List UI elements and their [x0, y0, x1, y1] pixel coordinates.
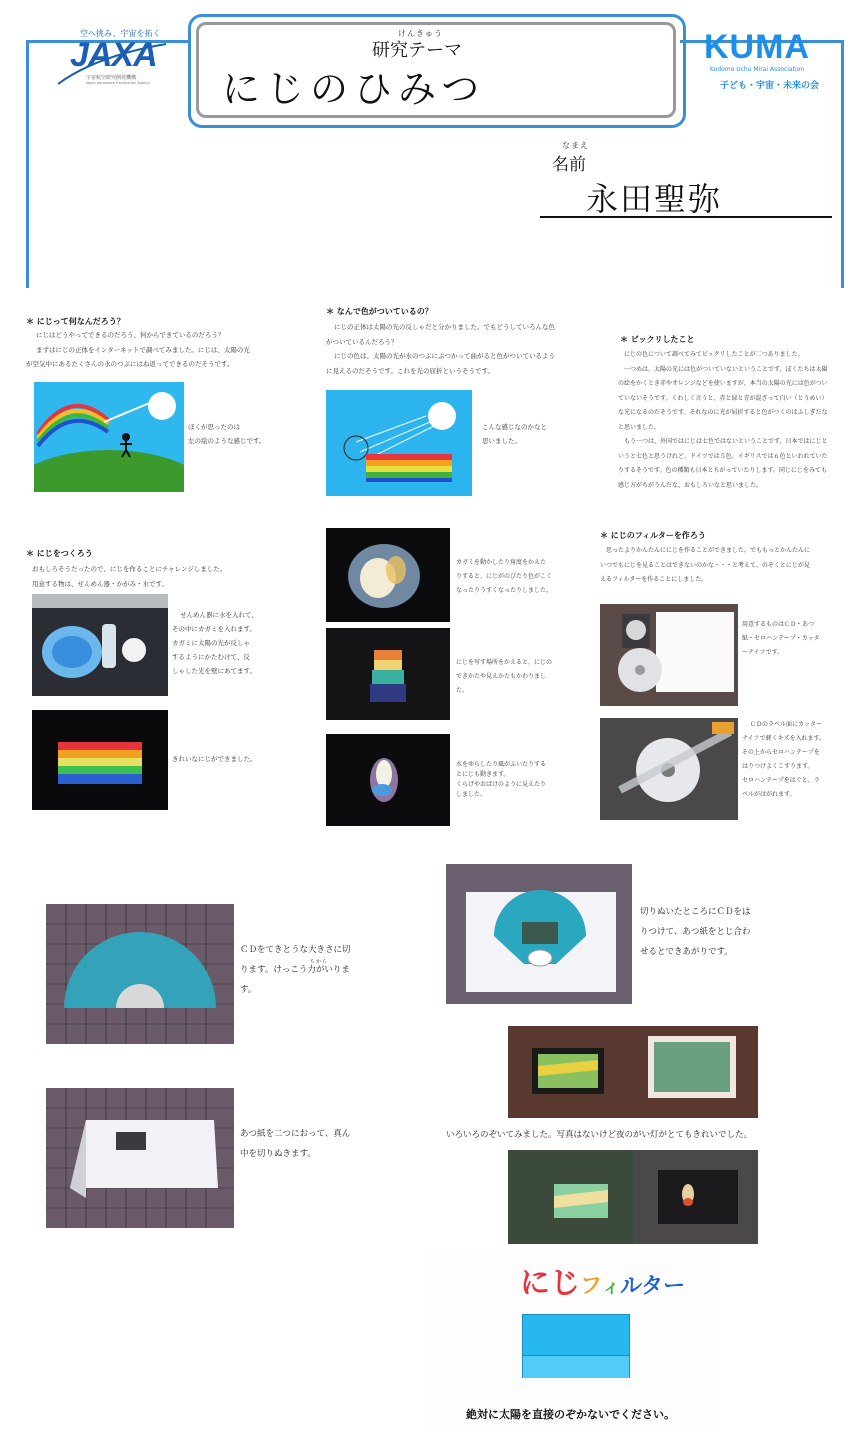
- caption-cd-ruby: ちから: [310, 959, 329, 965]
- filter-title-char: ー: [663, 1273, 686, 1299]
- filter-title-char: じ: [550, 1266, 580, 1301]
- jaxa-wordmark: JAXA: [70, 36, 157, 74]
- col2-caption-1: こんな感じなのかなと 思いました。: [482, 423, 547, 445]
- view-photo-1: [508, 1026, 758, 1118]
- view-photo-2: [508, 1150, 758, 1244]
- col2-caption-c: 水をゆらしたり風がふいたりする とにじも動きます。 くらげやおばけのように見えたり しました。: [456, 761, 547, 798]
- filter-title: [520, 1258, 685, 1302]
- jaxa-tagline: 空へ挑み、宇宙を拓く: [80, 29, 161, 38]
- name-ruby: なまえ: [562, 141, 589, 150]
- col2-text-1: にじの正体は太陽の光の反しゃだと分かりました。でもどうしていろんな色 がついているんだろう？ にじの色は、太陽の光が水のつぶにぶつかって曲がると色がついているよう に見えるのだそうです。これを光の屈折というそうです。: [326, 323, 555, 375]
- filter-title-char: タ: [641, 1273, 664, 1299]
- filter-title-char: ィ: [602, 1277, 621, 1298]
- kuma-sub: Kodomo Uchu Mirai Association: [710, 66, 805, 73]
- rainbow-photo-c: [326, 734, 450, 826]
- cd-cutting-photo: [600, 718, 738, 820]
- header-frame-right: [841, 40, 844, 288]
- name-label: 名前: [552, 155, 586, 175]
- filter-object-fold: [523, 1355, 629, 1378]
- cd-cut-photo: [46, 904, 234, 1044]
- folded-paper-photo: [46, 1088, 234, 1228]
- col1-heading-1: ＊ にじって何なんだろう？: [26, 317, 125, 326]
- col2-caption-a: カガミを動かしたり角度をかえた りすると、にじがのびたり色がこく なったりうすくなったりしました。: [456, 559, 553, 594]
- col3-heading-2: ＊ にじのフィルターを作ろう: [600, 531, 706, 540]
- caption-view: いろいろのぞいてみました。写真はないけど夜のがい灯がとてもきれいでした。: [446, 1130, 753, 1140]
- filter-title-char: ル: [620, 1273, 642, 1299]
- theme-ruby: けんきゅう: [398, 29, 443, 38]
- theme-label: 研究テーマ: [372, 40, 462, 61]
- col1-caption-2: せんめん器に水を入れて、 その中にカガミを入れます。 カガミに太陽の光が反しゃ するようにかたむけて、反 しゃした光を壁にあてます。: [172, 611, 258, 675]
- jaxa-org-en: Japan Aerospace Exploration Agency: [86, 81, 151, 85]
- col3-caption-a: 用意するものはＣＤ・あつ 紙・セロハンテープ・カッタ ーナイフです。: [742, 621, 820, 656]
- caption-cd-cut: ＣＤをてきとうな大きさに切 ります。けっこう力がいりま す。: [240, 945, 351, 995]
- refraction-drawing-image: [326, 390, 472, 496]
- rainbow-photo-a: [326, 528, 450, 622]
- header-frame-left: [26, 40, 29, 288]
- materials-photo: [600, 604, 738, 706]
- jaxa-logo: [56, 28, 168, 88]
- kuma-jp: 子ども・宇宙・未来の会: [720, 81, 820, 91]
- filter-title-char: フ: [580, 1273, 603, 1299]
- col1-caption-1: ぼくが思ったのは 左の絵のような感じです。: [188, 423, 266, 445]
- col1-text-2: おもしろそうだったので、にじを作ることにチャレンジしました。 用意する物は、せんめん器・かがみ・水です。: [32, 565, 227, 588]
- rainbow-wall-photo: [32, 710, 168, 810]
- assembled-filter-photo: [446, 864, 632, 1004]
- rainbow-drawing-image: [34, 382, 184, 492]
- student-name: 永田聖弥: [586, 180, 723, 218]
- col3-text-2: 思ったよりかんたんににじを作ることができました。でももっとかんたんに いつでもにじを見ることはできないのかな・・・と考えて、のぞくとにじが見 えるフィルターを作ることにしました。: [600, 547, 811, 583]
- col1-heading-2: ＊ にじをつくろう: [26, 549, 93, 558]
- name-underline: [540, 216, 832, 218]
- col3-heading-1: ＊ ビックリしたこと: [620, 335, 695, 344]
- col3-caption-b: ＣＤのラベル面にカッター ナイフで軽くキズを入れます。 その上からセロハンテープを はりつけよくこすります。 セロハンテープをはぐと、ラ ベルがはがれます。: [742, 721, 825, 798]
- caption-folded-paper: あつ紙を二つにおって、真ん 中を切りぬきます。: [240, 1129, 351, 1159]
- warning-text: 絶対に太陽を直接のぞかないでください。: [466, 1408, 675, 1421]
- col1-caption-3: きれいなにじができました。: [172, 755, 257, 763]
- basin-photo: [32, 594, 168, 696]
- theme-title: にじのひみつ: [222, 67, 486, 111]
- rainbow-photo-b: [326, 628, 450, 720]
- col2-caption-b: にじを写す場所をかえると、にじの できかたや見えかたもかわりまし た。: [456, 659, 553, 694]
- filter-title-char: に: [520, 1266, 550, 1301]
- filter-object: [522, 1314, 630, 1378]
- caption-assembled: 切りぬいたところにＣＤをは りつけて、あつ紙をとじ合わ せるとできあがりです。: [640, 907, 751, 957]
- col1-text-1: にじはどうやってできるのだろう、何からできているのだろう？ まずはにじの正体をインターネットで調べてみました。にじは、太陽の光 が空気中にあるたくさんの水のつぶにはね返ってできるのだそうです。: [26, 331, 250, 368]
- col2-heading-1: ＊ なんで色がついているの？: [326, 307, 433, 316]
- kuma-logo: [700, 28, 828, 94]
- col3-text-1: にじの色について調べてみてビックリしたことが二つありました。 一つめは、太陽の光には色がついていないということです。ぼくたちは太陽 の絵をかくとき赤やオレンジなどを使いますが、本当の太陽の光には色がつい ていないそうです。くわしく言うと、赤と緑と青が混ざって白い（とうめい） な光になるのだそうです。それなのに光が屈折すると色がつくのはふしぎだな と思いました。 もう一つは、外国ではにじは七色ではないということです。日本ではにじと いうと七色と思うけれど、ドイツでは５色、イギリスでは６色といわれていた りするそうです。色の種類も日本とちがっていたりします。同じにじをみても 感じ方がちがうんだな、おもしろいなと思いました。: [618, 351, 828, 489]
- jaxa-org: 宇宙航空研究開発機構: [86, 75, 137, 81]
- kuma-wordmark: KUMA: [704, 28, 810, 66]
